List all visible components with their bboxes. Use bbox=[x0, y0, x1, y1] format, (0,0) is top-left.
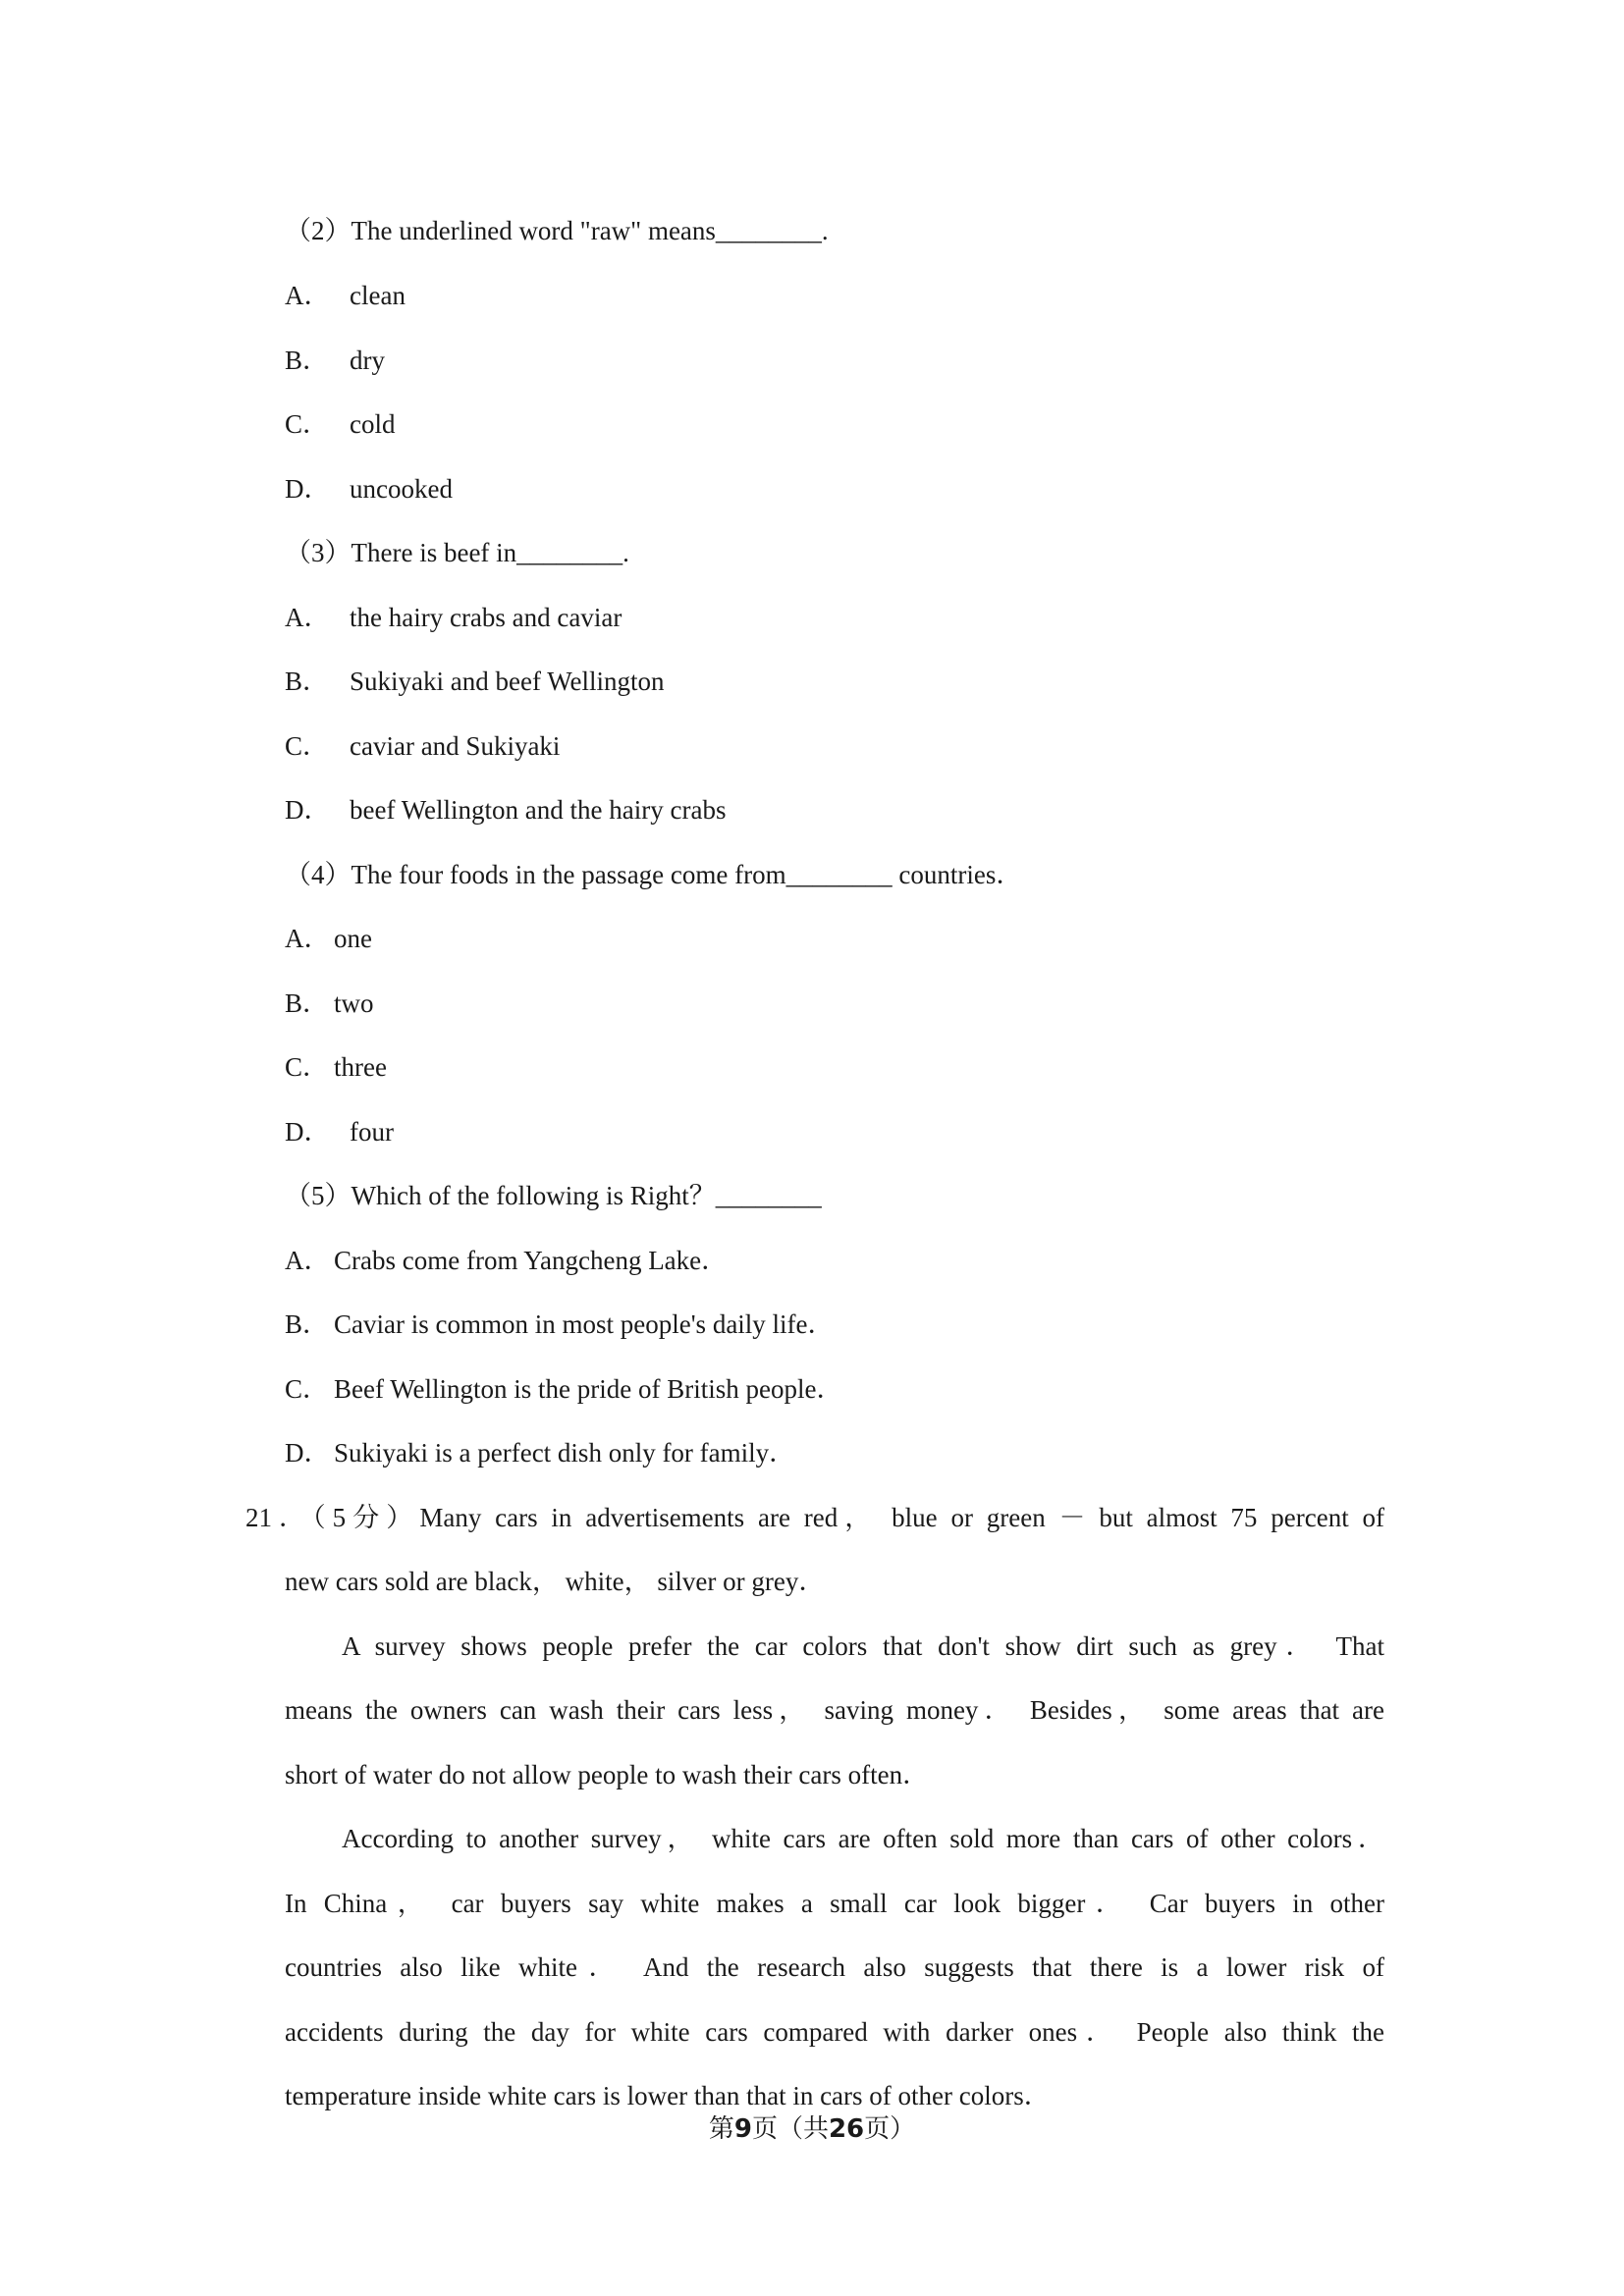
q5-option-d: D． Sukiyaki is a perfect dish only for family． bbox=[285, 1438, 796, 1468]
question-3-stem: （3）There is beef in________. bbox=[285, 538, 629, 567]
paragraph-2-line-4: accidents during the day for white cars compared with darker ones． People also think the bbox=[285, 2017, 1384, 2047]
q4-option-d: D． four bbox=[285, 1117, 394, 1147]
question-21-header: 21．（5分）Many cars in advertisements are red， blue or green － but almost 75 percent of bbox=[245, 1503, 1384, 1532]
q3-option-a: A． the hairy crabs and caviar bbox=[285, 603, 623, 632]
footer-suffix: 页） bbox=[864, 2114, 916, 2144]
q2-option-c: C． cold bbox=[285, 409, 396, 439]
paragraph-1-line-2: means the owners can wash their cars less， saving money． Besides， some areas that are bbox=[285, 1695, 1384, 1725]
paragraph-2-line-1: According to another survey， white cars are often sold more than cars of other colors． bbox=[342, 1824, 1384, 1853]
q4-option-c: C． three bbox=[285, 1052, 387, 1082]
q2-option-b: B． dry bbox=[285, 346, 385, 375]
q4-option-b: B． two bbox=[285, 988, 374, 1018]
q3-option-d: D． beef Wellington and the hairy crabs bbox=[285, 795, 727, 825]
total-pages: 26 bbox=[828, 2114, 865, 2144]
q4-option-a: A． one bbox=[285, 924, 372, 953]
paragraph-2-line-5: temperature inside white cars is lower than that in cars of other colors． bbox=[285, 2081, 1051, 2110]
question-2-stem: （2）The underlined word "raw" means________. bbox=[285, 216, 829, 245]
paragraph-2-line-2: In China， car buyers say white makes a small car look bigger． Car buyers in other bbox=[285, 1889, 1384, 1918]
paragraph-1-line-3: short of water do not allow people to wash their cars often． bbox=[285, 1760, 930, 1789]
footer-prefix: 第 bbox=[708, 2114, 734, 2144]
question-21-line-2: new cars sold are black， white， silver or grey． bbox=[285, 1567, 826, 1596]
question-5-stem: （5）Which of the following is Right？________ bbox=[285, 1181, 822, 1210]
paragraph-1-line-1: A survey shows people prefer the car colors that don't show dirt such as grey． That bbox=[342, 1631, 1384, 1661]
paragraph-2-line-3: countries also like white． And the research also suggests that there is a lower risk of bbox=[285, 1952, 1384, 1982]
q2-option-a: A． clean bbox=[285, 281, 406, 310]
footer-middle: 页（共 bbox=[751, 2114, 829, 2144]
q3-option-b: B． Sukiyaki and beef Wellington bbox=[285, 667, 665, 696]
page-number: 9 bbox=[733, 2114, 752, 2144]
q2-option-d: D． uncooked bbox=[285, 474, 453, 504]
question-4-stem: （4）The four foods in the passage come from________ countries． bbox=[285, 860, 1023, 889]
q5-option-a: A． Crabs come from Yangcheng Lake． bbox=[285, 1246, 729, 1275]
q5-option-c: C． Beef Wellington is the pride of British people． bbox=[285, 1374, 843, 1404]
page-footer bbox=[0, 2111, 1624, 2147]
q3-option-c: C． caviar and Sukiyaki bbox=[285, 731, 561, 761]
q5-option-b: B． Caviar is common in most people's daily life． bbox=[285, 1309, 835, 1339]
